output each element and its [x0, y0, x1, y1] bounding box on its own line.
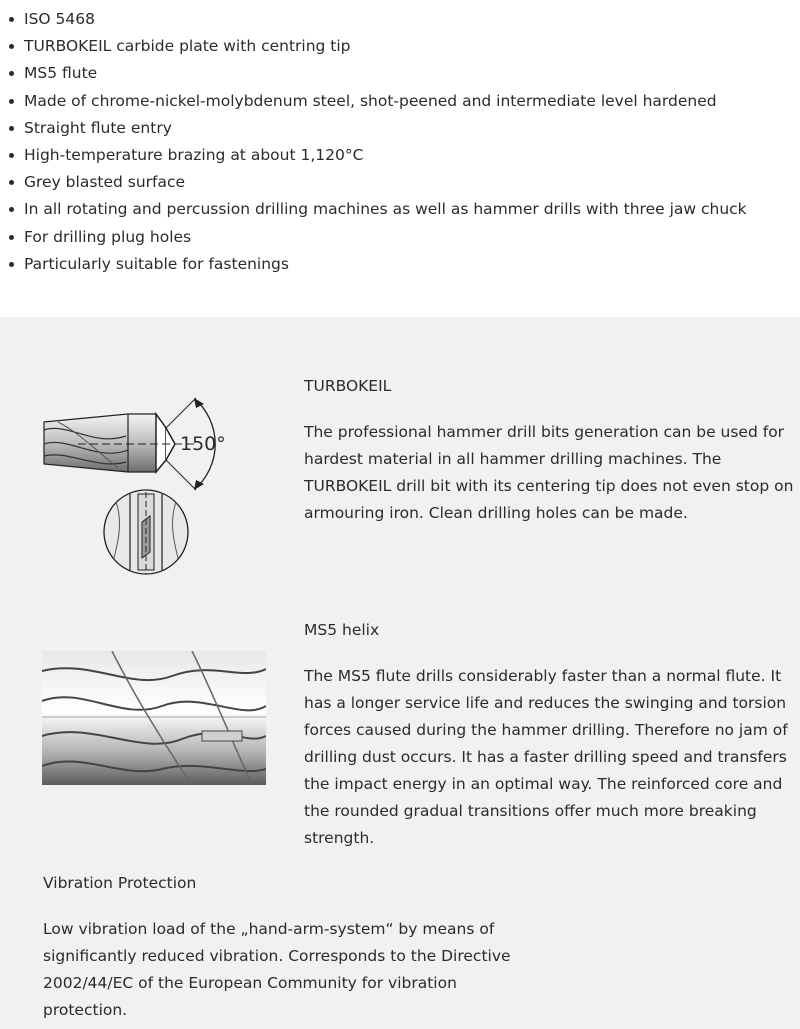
detail-section	[0, 317, 800, 1029]
text-line: drilling dust occurs. It has a faster drilling speed and transfers	[304, 748, 787, 766]
feature-item: Made of chrome-nickel-molybdenum steel, shot-peened and intermediate level hardened	[8, 88, 747, 115]
feature-list	[8, 6, 747, 278]
turbokeil-block	[304, 375, 794, 527]
vibration-block	[43, 872, 543, 1024]
feature-item: High-temperature brazing at about 1,120°C	[8, 142, 747, 169]
text-line: The MS5 flute drills considerably faster than a normal flute. It	[304, 667, 782, 685]
vibration-title: Vibration Protection	[43, 874, 197, 892]
feature-item: ISO 5468	[8, 6, 747, 33]
vibration-description	[43, 916, 543, 1024]
text-line: The professional hammer drill bits generation can be used for	[304, 423, 785, 441]
text-line: the rounded gradual transitions offer much more breaking	[304, 802, 757, 820]
angle-label: 150°	[180, 433, 226, 455]
feature-item: MS5 flute	[8, 60, 747, 87]
text-line: 2002/44/EC of the European Community for vibration	[43, 974, 457, 992]
text-line: the impact energy in an optimal way. The reinforced core and	[304, 775, 783, 793]
feature-section	[0, 0, 800, 317]
text-line: strength.	[304, 829, 375, 847]
text-line: Low vibration load of the „hand-arm-system“ by means of	[43, 920, 495, 938]
text-line: protection.	[43, 1001, 128, 1019]
feature-item: TURBOKEIL carbide plate with centring tip	[8, 33, 747, 60]
feature-item: Straight flute entry	[8, 115, 747, 142]
ms5-helix-illustration	[42, 651, 266, 785]
feature-item: Grey blasted surface	[8, 169, 747, 196]
ms5-description	[304, 663, 794, 852]
feature-item: In all rotating and percussion drilling machines as well as hammer drills with three jaw chuck	[8, 196, 747, 223]
ms5-block	[304, 619, 794, 852]
text-line: hardest material in all hammer drilling machines. The	[304, 450, 722, 468]
turbokeil-description	[304, 419, 794, 527]
turbokeil-title: TURBOKEIL	[304, 377, 392, 395]
turbokeil-tip-illustration	[38, 392, 270, 582]
text-line: forces caused during the hammer drilling. Therefore no jam of	[304, 721, 788, 739]
text-line: significantly reduced vibration. Corresponds to the Directive	[43, 947, 511, 965]
feature-item: For drilling plug holes	[8, 224, 747, 251]
text-line: TURBOKEIL drill bit with its centering tip does not even stop on	[304, 477, 794, 495]
text-line: has a longer service life and reduces the swinging and torsion	[304, 694, 787, 712]
feature-item: Particularly suitable for fastenings	[8, 251, 747, 278]
ms5-title: MS5 helix	[304, 621, 380, 639]
text-line: armouring iron. Clean drilling holes can be made.	[304, 504, 688, 522]
